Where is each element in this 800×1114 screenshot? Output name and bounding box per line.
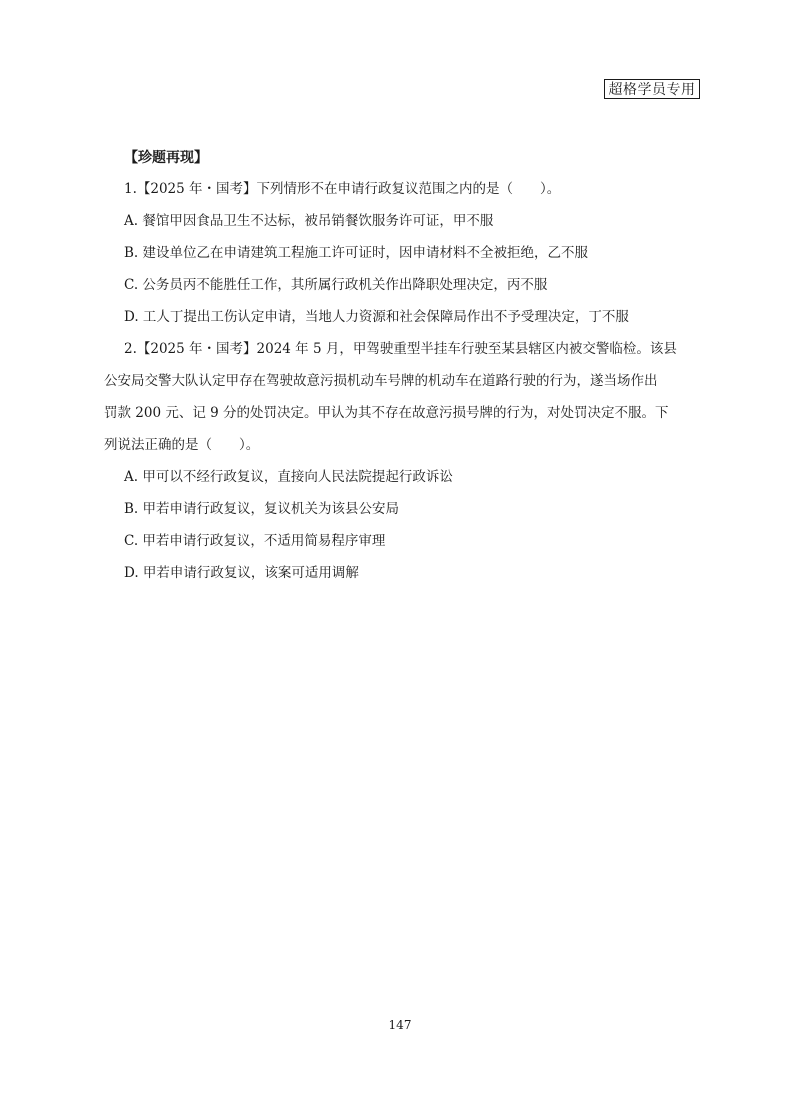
question-1 [124, 178, 684, 338]
question-content [104, 178, 684, 594]
question-1-option-d: D. 工人丁提出工伤认定申请，当地人力资源和社会保障局作出不予受理决定，丁不服 [124, 309, 629, 325]
question-1-stem: 1.【2025 年・国考】下列情形不在申请行政复议范围之内的是（ ）。 [124, 181, 561, 197]
question-2-stem-line-3: 罚款 200 元、记 9 分的处罚决定。甲认为其不存在故意污损号牌的行为，对处罚决定不服。下 [104, 405, 669, 421]
question-2-stem-line-1: 2.【2025 年・国考】2024 年 5 月，甲驾驶重型半挂车行驶至某县辖区内被交警临检。该县 [124, 341, 677, 357]
question-2-stem-line-4: 列说法正确的是（ ）。 [104, 437, 260, 453]
question-2-option-a: A. 甲可以不经行政复议，直接向人民法院提起行政诉讼 [124, 469, 453, 485]
header-badge: 超格学员专用 [604, 79, 700, 99]
question-2-option-b: B. 甲若申请行政复议，复议机关为该县公安局 [124, 501, 400, 517]
question-1-option-b: B. 建设单位乙在申请建筑工程施工许可证时，因申请材料不全被拒绝，乙不服 [124, 245, 589, 261]
page-number: 147 [388, 1018, 412, 1032]
question-1-option-c: C. 公务员丙不能胜任工作，其所属行政机关作出降职处理决定，丙不服 [124, 277, 548, 293]
question-2 [104, 338, 684, 594]
section-title: 【珍题再现】 [124, 150, 208, 166]
question-2-option-c: C. 甲若申请行政复议，不适用简易程序审理 [124, 533, 386, 549]
question-1-option-a: A. 餐馆甲因食品卫生不达标，被吊销餐饮服务许可证，甲不服 [124, 213, 494, 229]
question-2-stem-line-2: 公安局交警大队认定甲存在驾驶故意污损机动车号牌的机动车在道路行驶的行为，遂当场作出 [104, 373, 658, 389]
question-2-option-d: D. 甲若申请行政复议，该案可适用调解 [124, 565, 359, 581]
